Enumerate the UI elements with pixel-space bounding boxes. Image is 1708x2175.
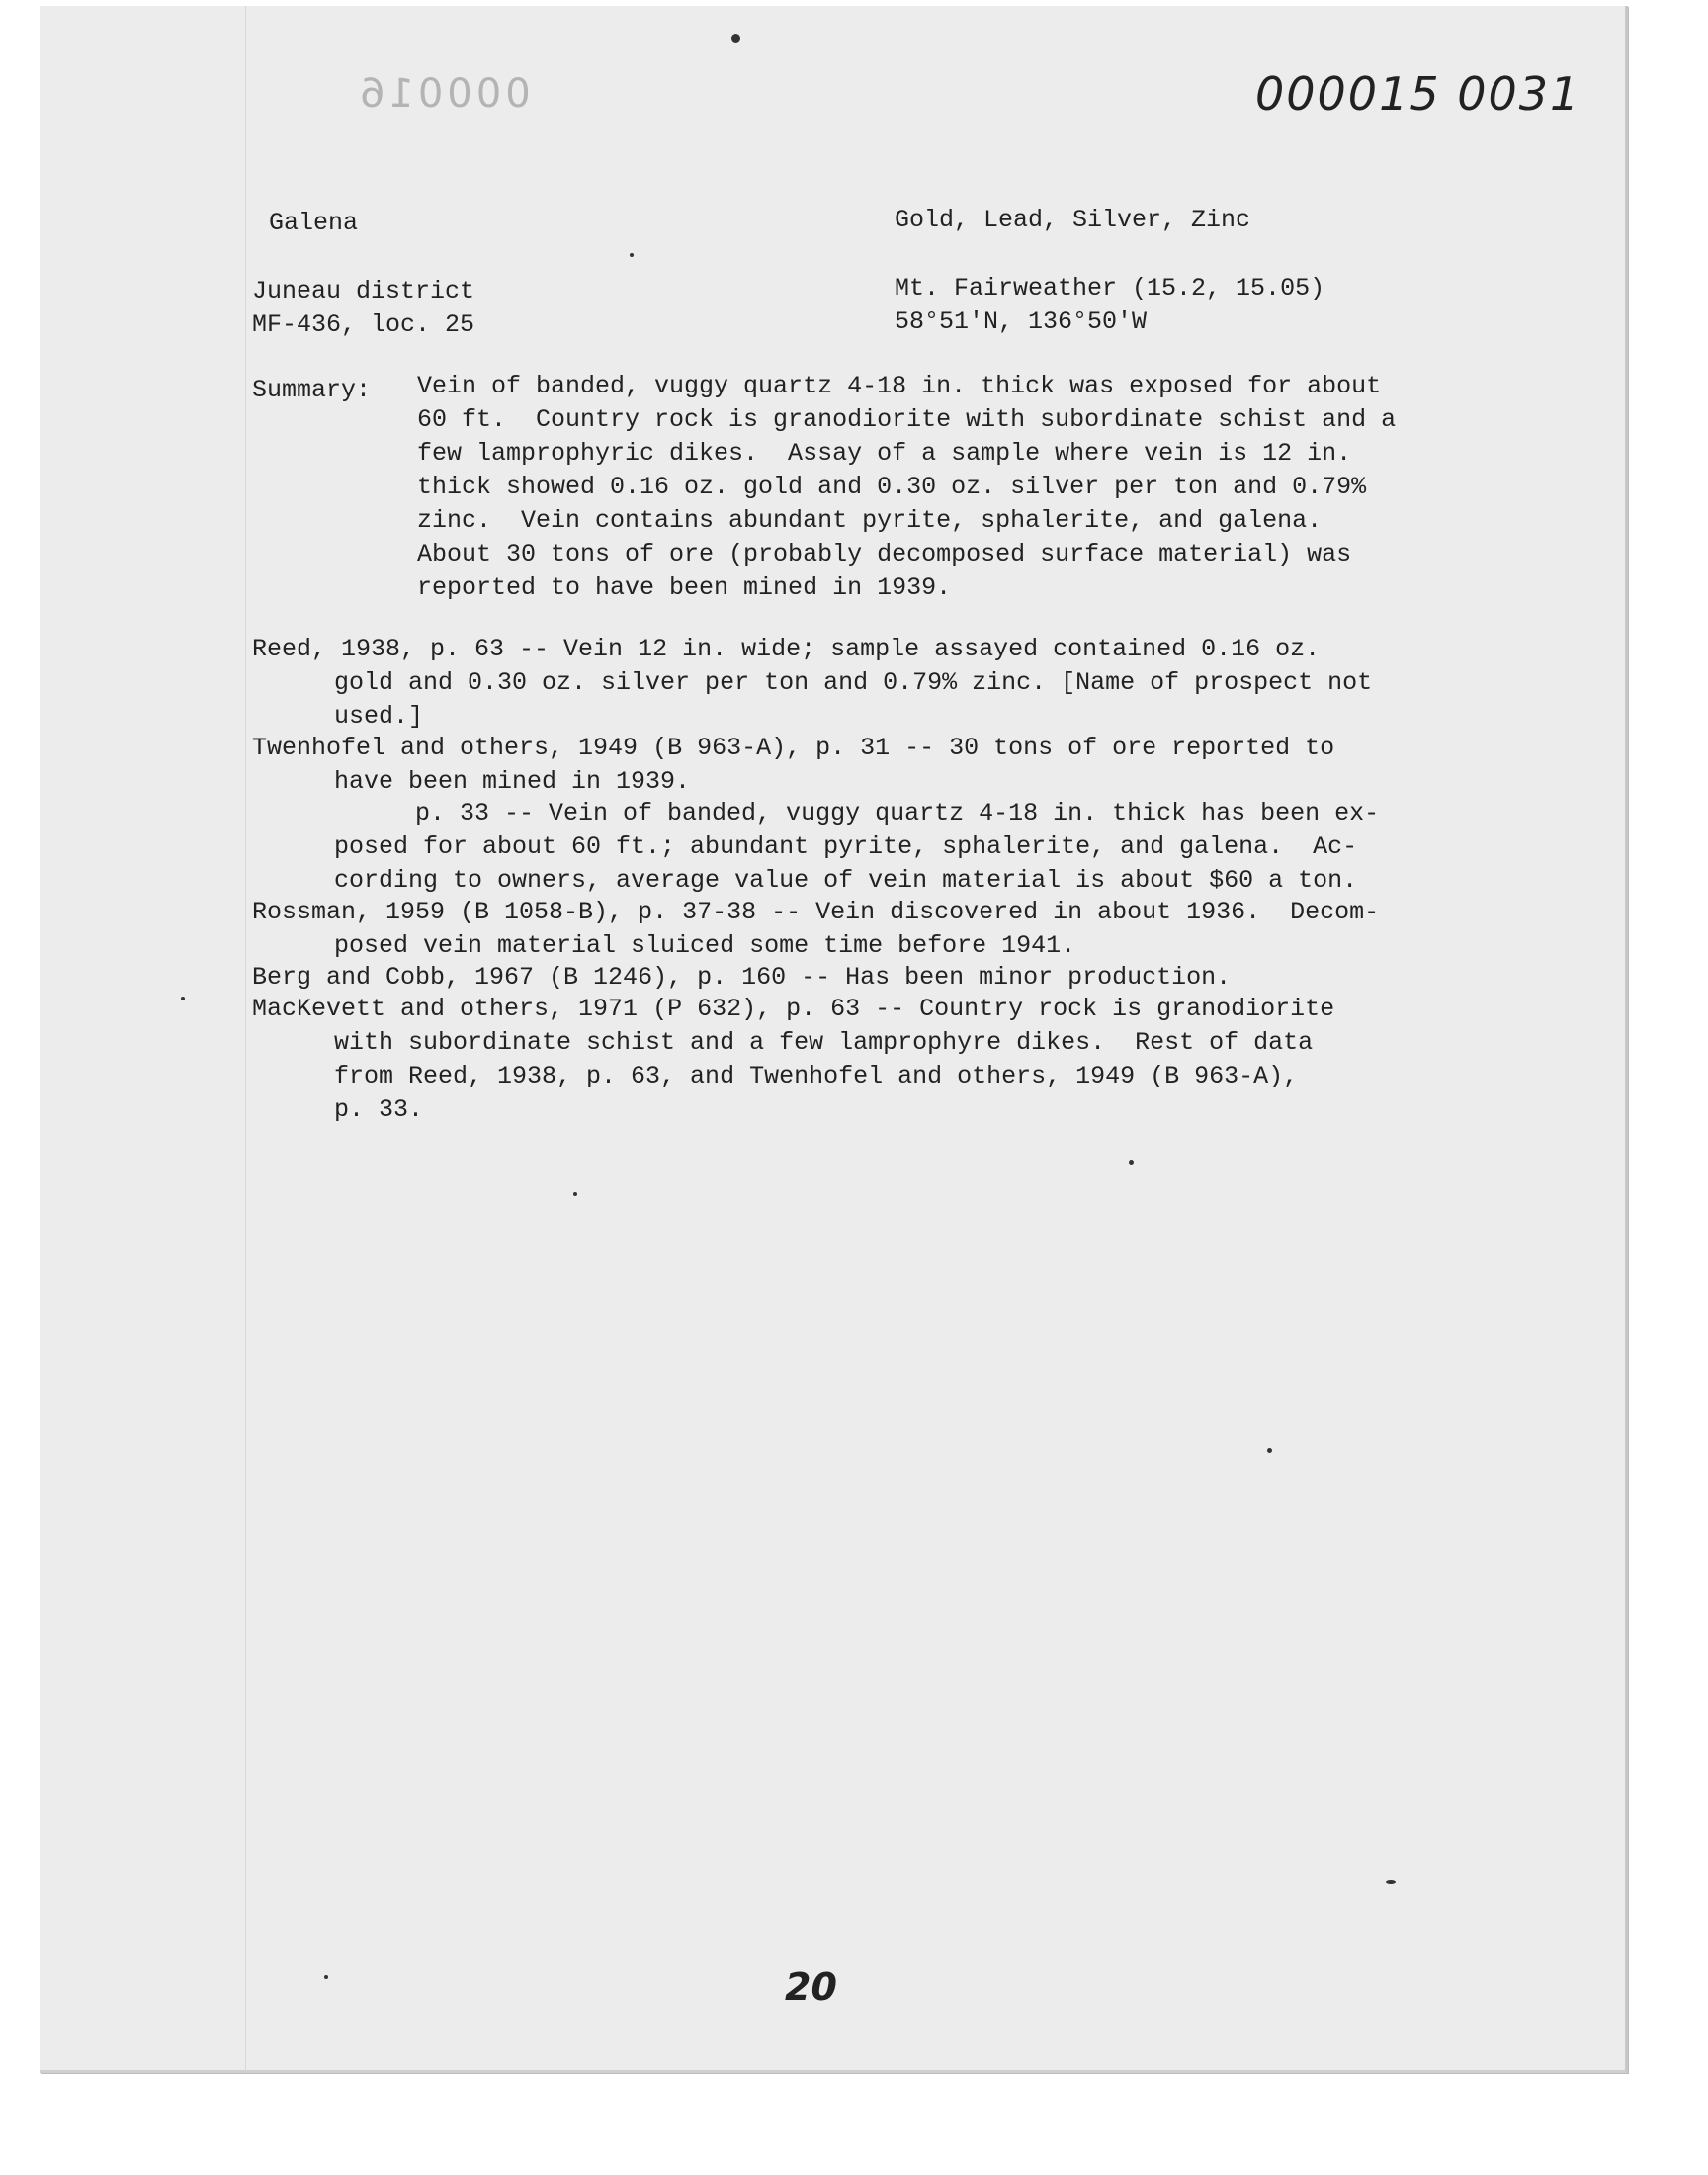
scan-speck bbox=[731, 34, 740, 43]
reference-twenhofel-1949: Twenhofel and others, 1949 (B 963-A), p. 31 -- 30 tons of ore reported to bbox=[252, 734, 1335, 762]
prospect-name: Galena bbox=[269, 209, 359, 237]
summary-line: few lamprophyric dikes. Assay of a sample where vein is 12 in. bbox=[417, 439, 1352, 468]
reference-line: cording to owners, average value of vein material is about $60 a ton. bbox=[334, 866, 1358, 895]
reference-line: posed for about 60 ft.; abundant pyrite, sphalerite, and galena. Ac- bbox=[334, 832, 1358, 861]
summary-label: Summary: bbox=[252, 376, 372, 404]
scan-speck bbox=[1267, 1448, 1272, 1453]
reference-subentry: p. 33 -- Vein of banded, vuggy quartz 4-18 in. thick has been ex- bbox=[415, 799, 1380, 827]
summary-line: thick showed 0.16 oz. gold and 0.30 oz. silver per ton and 0.79% bbox=[417, 473, 1367, 501]
reference-line: with subordinate schist and a few lamprophyre dikes. Rest of data bbox=[334, 1028, 1314, 1057]
reference-rossman-1959: Rossman, 1959 (B 1058-B), p. 37-38 -- Vein discovered in about 1936. Decom- bbox=[252, 898, 1380, 926]
summary-line: zinc. Vein contains abundant pyrite, sphalerite, and galena. bbox=[417, 506, 1323, 535]
page-fold-line bbox=[245, 6, 246, 2070]
commodities: Gold, Lead, Silver, Zinc bbox=[895, 206, 1251, 234]
scan-speck bbox=[1129, 1160, 1134, 1165]
document-number-stamp: 000015 0031 bbox=[1255, 67, 1581, 121]
quadrangle: Mt. Fairweather (15.2, 15.05) bbox=[895, 274, 1325, 303]
summary-line: Vein of banded, vuggy quartz 4-18 in. thick was exposed for about bbox=[417, 372, 1382, 400]
summary-line: 60 ft. Country rock is granodiorite with subordinate schist and a bbox=[417, 405, 1397, 434]
reference-line: posed vein material sluiced some time before 1941. bbox=[334, 931, 1076, 960]
scan-speck bbox=[1386, 1880, 1396, 1884]
scan-speck bbox=[324, 1975, 328, 1979]
scan-speck bbox=[573, 1192, 577, 1196]
reference-line: from Reed, 1938, p. 63, and Twenhofel and others, 1949 (B 963-A), bbox=[334, 1062, 1299, 1090]
reference-line: gold and 0.30 oz. silver per ton and 0.79% zinc. [Name of prospect not bbox=[334, 668, 1373, 697]
reference-mackevett-1971: MacKevett and others, 1971 (P 632), p. 63 -- Country rock is granodiorite bbox=[252, 995, 1335, 1023]
scan-speck bbox=[630, 253, 634, 257]
reference-reed-1938: Reed, 1938, p. 63 -- Vein 12 in. wide; sample assayed contained 0.16 oz. bbox=[252, 635, 1321, 663]
map-reference: MF-436, loc. 25 bbox=[252, 310, 475, 339]
summary-line: reported to have been mined in 1939. bbox=[417, 573, 952, 602]
reference-line: used.] bbox=[334, 702, 424, 731]
summary-line: About 30 tons of ore (probably decomposed surface material) was bbox=[417, 540, 1352, 568]
reference-line: p. 33. bbox=[334, 1095, 424, 1124]
coordinates: 58°51'N, 136°50'W bbox=[895, 307, 1148, 336]
reference-berg-cobb-1967: Berg and Cobb, 1967 (B 1246), p. 160 -- Has been minor production. bbox=[252, 963, 1232, 992]
reference-line: have been mined in 1939. bbox=[334, 767, 691, 796]
faded-stamp-number: 000016 bbox=[356, 71, 531, 117]
district: Juneau district bbox=[252, 277, 475, 305]
handwritten-page-number: 20 bbox=[785, 1965, 837, 2009]
scan-speck bbox=[181, 997, 185, 1000]
